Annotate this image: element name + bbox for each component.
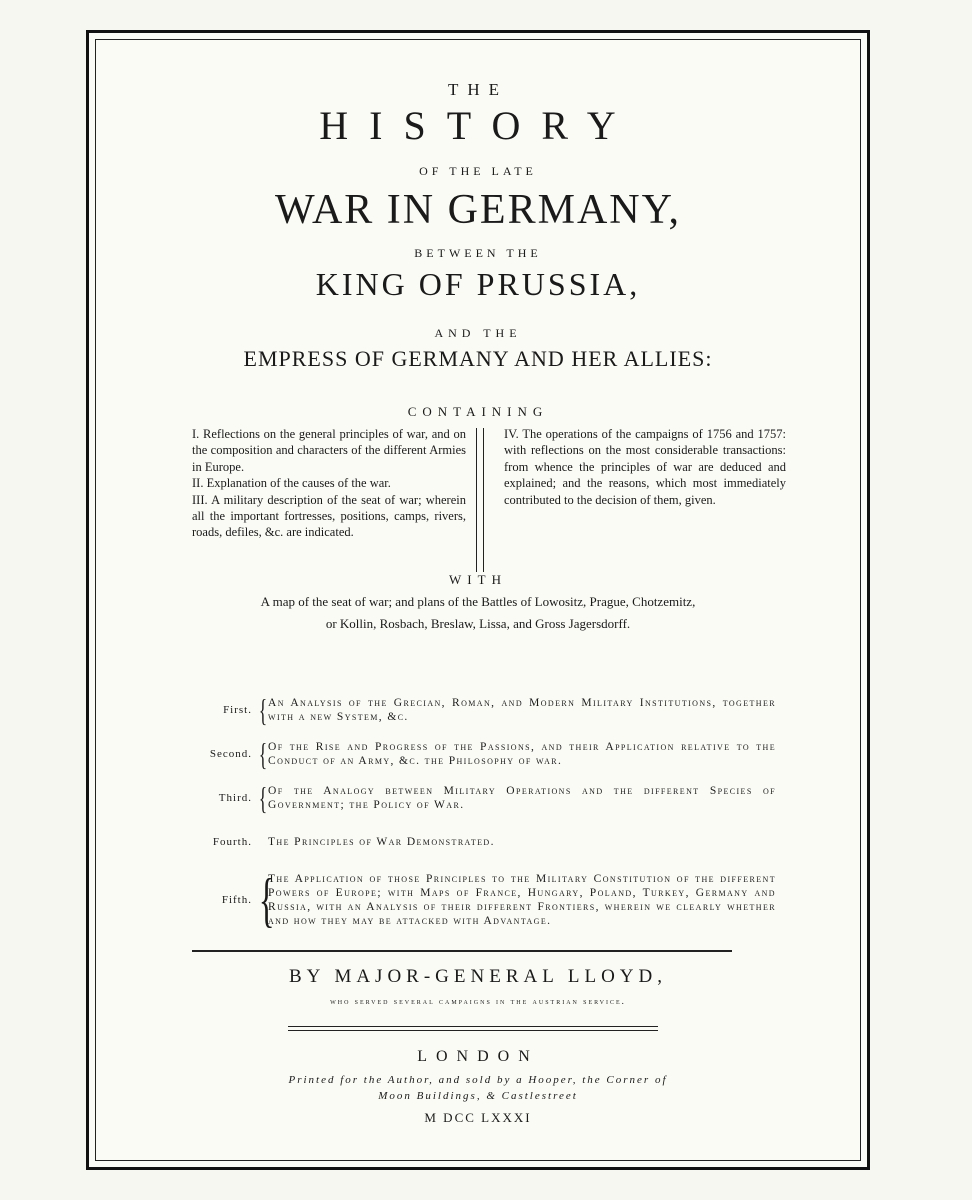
volume-label: Fifth. <box>221 894 252 906</box>
contents-left-column <box>192 426 466 541</box>
imprint-year: M DCC LXXXI <box>424 1110 532 1125</box>
column-divider <box>476 428 484 572</box>
title-king: KING OF PRUSSIA, <box>315 266 641 302</box>
imprint-printed-line-2: Moon Buildings, & Castlestreet <box>378 1090 578 1102</box>
volume-label: First. <box>223 704 252 716</box>
volume-text: The Application of those Principles to the Military Constitution of the different Powers of Europe; with Maps of France, Hungary, Poland, Turkey, Germany and Russia, with an Analysis of their different Frontiers, wherein we clearly whether and how they may be attacked with Advantage. <box>268 873 776 927</box>
volumes-list <box>186 694 776 942</box>
title-the: THE <box>447 80 509 99</box>
divider-rule <box>192 950 732 952</box>
title-war: WAR IN GERMANY, <box>274 187 682 233</box>
contents-item-1: I. Reflections on the general principles of war, and on the composition and characters of the different Armies in Europe. <box>192 427 466 474</box>
imprint-city: LONDON <box>417 1048 539 1065</box>
maps-line-2: or Kollin, Rosbach, Breslaw, Lissa, and Gross Jagersdorff. <box>325 616 631 631</box>
volume-text: The Principles of War Demonstrated. <box>268 836 495 848</box>
volume-entry <box>186 867 776 933</box>
volume-entry <box>186 694 776 726</box>
contents-item-2: II. Explanation of the causes of the war. <box>192 476 391 491</box>
brace-glyph: { <box>258 780 268 816</box>
contents-right-column <box>504 426 786 508</box>
title-and-the: AND THE <box>434 326 522 340</box>
contents-block <box>192 426 786 576</box>
volume-label: Second. <box>209 748 252 760</box>
title-between: BETWEEN THE <box>414 246 542 260</box>
volume-entry <box>186 826 776 858</box>
contents-item-3: III. A military description of the seat of war; wherein all the important fortresses, positions, camps, rivers, roads, defiles, &c. are indicated. <box>192 492 466 540</box>
brace-glyph: { <box>258 736 268 772</box>
inner-border <box>95 39 861 1161</box>
volume-entry <box>186 738 776 770</box>
double-rule <box>288 1026 658 1031</box>
title-history: HISTORY <box>319 103 637 148</box>
volume-text: Of the Rise and Progress of the Passions, and their Application relative to the Conduct of an Army, &c. the Philosophy of war. <box>268 741 776 767</box>
with-heading: WITH <box>449 572 507 587</box>
volume-label: Fourth. <box>212 836 252 848</box>
contents-item-4: IV. The operations of the campaigns of 1756 and 1757: with reflections on the most considerable transactions: from whence the principles of war are deduced and explained; and the reasons, which most immediately contributed to the decision of them, given. <box>504 427 786 507</box>
brace-glyph: { <box>258 867 275 933</box>
volume-label: Third. <box>218 792 252 804</box>
maps-line-1: A map of the seat of war; and plans of the Battles of Lowositz, Prague, Chotzemitz, <box>260 594 696 609</box>
volume-text: An Analysis of the Grecian, Roman, and Modern Military Institutions, together with a new System, &c. <box>268 697 776 723</box>
volume-entry <box>186 782 776 814</box>
containing-heading: CONTAINING <box>407 404 549 419</box>
imprint-printed-line-1: Printed for the Author, and sold by a Hooper, the Corner of <box>288 1074 668 1086</box>
author-line: BY MAJOR-GENERAL LLOYD, <box>289 966 667 987</box>
author-subtitle: who served several campaigns in the austrian service. <box>330 996 626 1006</box>
volume-text: Of the Analogy between Military Operations and the different Species of Government; the Policy of War. <box>268 785 776 811</box>
title-page-frame <box>86 30 870 1170</box>
title-of-the-late: OF THE LATE <box>419 164 537 178</box>
brace-glyph: { <box>258 692 268 728</box>
title-empress: EMPRESS OF GERMANY AND HER ALLIES: <box>243 346 713 371</box>
